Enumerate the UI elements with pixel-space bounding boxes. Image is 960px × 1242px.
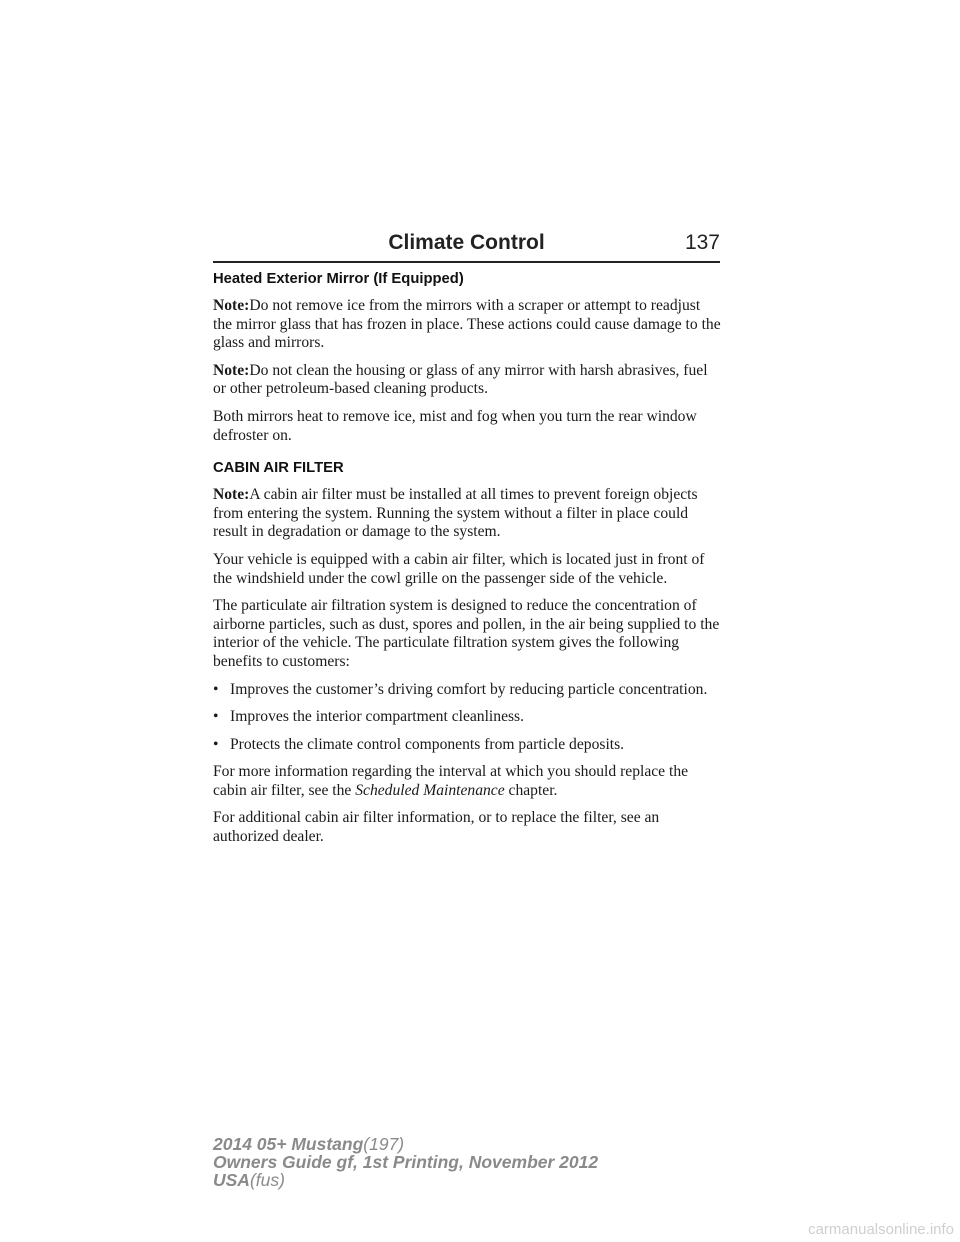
list-item-text: Improves the interior compartment cleanliness. [230, 708, 525, 726]
footer-code: (197) [363, 1134, 405, 1154]
mirror-note-1 [213, 297, 723, 353]
bullet-icon: • [213, 735, 219, 753]
paragraph-text: For more information regarding the interval at which you should replace the cabin air filter, see the [213, 763, 689, 799]
chapter-title: Climate Control [388, 231, 545, 254]
maintenance-reference-paragraph [213, 763, 723, 800]
footer-line-3 [213, 1171, 733, 1189]
dealer-paragraph: For additional cabin air filter information, or to replace the filter, see an authorized dealer. [213, 809, 660, 846]
list-item [213, 736, 723, 755]
page-number: 137 [684, 231, 720, 254]
bullet-icon: • [213, 708, 219, 726]
note-text: Do not clean the housing or glass of any mirror with harsh abrasives, fuel or other petroleum-based cleaning products. [213, 361, 708, 398]
filter-location-paragraph: Your vehicle is equipped with a cabin air filter, which is located just in front of the windshield under the cowl grille on the passenger side of the vehicle. [213, 550, 705, 587]
list-item [213, 681, 723, 700]
footer-line-2: Owners Guide gf, 1st Printing, November 2012 [213, 1152, 599, 1173]
mirror-body: Both mirrors heat to remove ice, mist and fog when you turn the rear window defroster on. [213, 407, 697, 444]
page-header [213, 229, 720, 263]
bullet-icon: • [213, 680, 219, 698]
watermark: carmanualsonline.info [808, 1221, 954, 1238]
footer-line-1 [213, 1135, 733, 1153]
footer-market: USA [213, 1170, 250, 1191]
list-item-text: Protects the climate control components from particle deposits. [230, 735, 625, 753]
note-label: Note: [213, 297, 250, 314]
list-item [213, 708, 723, 727]
filtration-system-paragraph: The particulate air filtration system is designed to reduce the concentration of airborne particles, such as dust, spores and pollen, in the air being supplied to the interior of the vehicle. The particulate filtration system gives the following benefits to customers: [213, 597, 720, 670]
cabin-air-filter-heading: CABIN AIR FILTER [213, 460, 344, 477]
note-label: Note: [213, 486, 250, 504]
page-content [213, 270, 723, 856]
note-text: Do not remove ice from the mirrors with a scraper or attempt to readjust the mirror glass that has frozen in place. These actions could cause damage to the glass and mirrors. [213, 297, 721, 352]
paragraph-text: chapter. [504, 781, 558, 799]
scheduled-maintenance-link[interactable]: Scheduled Maintenance [355, 781, 505, 799]
list-item-text: Improves the customer’s driving comfort by reducing particle concentration. [230, 680, 708, 698]
footer-market-code: (fus) [249, 1170, 285, 1191]
footer-model: 2014 05+ Mustang [213, 1134, 364, 1154]
filter-note [213, 486, 723, 542]
heated-mirror-heading: Heated Exterior Mirror (If Equipped) [213, 271, 464, 287]
mirror-note-2 [213, 362, 723, 399]
print-footer [213, 1135, 733, 1190]
note-label: Note: [213, 361, 250, 379]
note-text: A cabin air filter must be installed at all times to prevent foreign objects from entering the system. Running the system without a filter in place could result in degradation or damage to the system. [213, 486, 698, 541]
